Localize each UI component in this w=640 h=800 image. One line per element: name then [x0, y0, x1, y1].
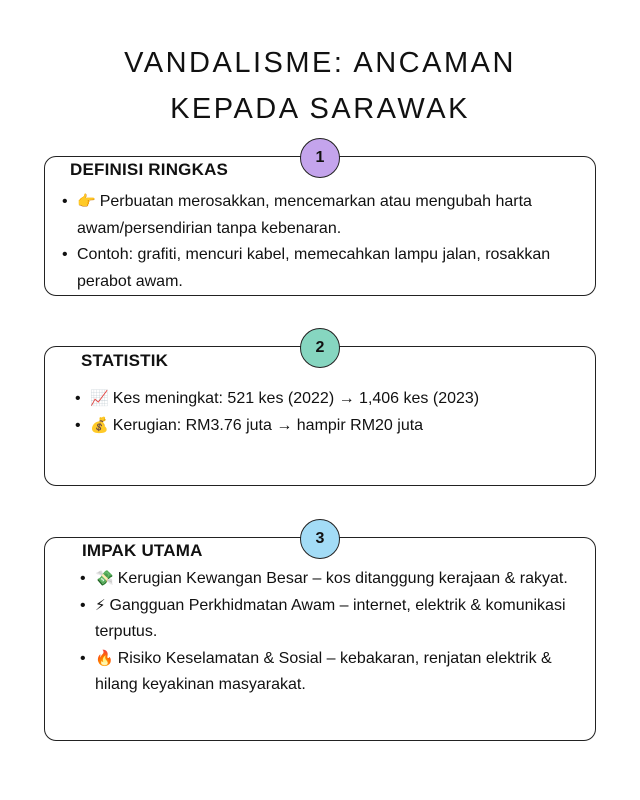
list-item-text: Perbuatan merosakkan, mencemarkan atau mengubah harta awam/persendirian tanpa kebenaran.	[77, 193, 532, 237]
list-item	[75, 413, 575, 440]
list-item-text: Contoh: grafiti, mencuri kabel, memecahkan lampu jalan, rosakkan perabot awam.	[77, 246, 551, 290]
chart-increasing-icon: 📈	[90, 390, 109, 407]
list-item-text: Kes meningkat: 521 kes (2022) → 1,406 kes (2023)	[112, 390, 480, 407]
section-list	[80, 566, 580, 699]
title-line-1: VANDALISME: ANCAMAN	[124, 47, 516, 79]
list-item	[80, 593, 580, 646]
list-item	[62, 242, 584, 295]
list-item	[80, 646, 580, 699]
section-heading: IMPAK UTAMA	[82, 541, 203, 560]
section-list	[62, 189, 584, 295]
fire-icon: 🔥	[95, 649, 114, 667]
page-title	[0, 40, 640, 132]
section-number-badge: 3	[300, 519, 340, 559]
list-item-text: Kerugian: RM3.76 juta → hampir RM20 juta	[112, 416, 424, 434]
section-heading: STATISTIK	[81, 351, 169, 370]
section-heading: DEFINISI RINGKAS	[70, 160, 229, 179]
list-item	[75, 386, 575, 413]
money-bag-icon: 💰	[90, 416, 109, 434]
list-item-text: Kerugian Kewangan Besar – kos ditanggung kerajaan & rakyat.	[117, 570, 568, 587]
section-number-badge: 1	[300, 138, 340, 178]
section-card-statistik	[44, 339, 596, 486]
list-item	[80, 566, 580, 593]
section-card-impak	[44, 530, 596, 741]
section-list	[75, 386, 575, 439]
money-with-wings-icon: 💸	[95, 570, 114, 587]
list-item	[62, 189, 584, 242]
section-card-definisi	[44, 149, 596, 296]
pointing-hand-icon: 👉	[77, 193, 96, 210]
title-line-2: KEPADA SARAWAK	[170, 93, 470, 125]
list-item-text: Gangguan Perkhidmatan Awam – internet, elektrik & komunikasi terputus.	[95, 596, 566, 640]
section-number-badge: 2	[300, 328, 340, 368]
lightning-icon: ⚡	[95, 596, 106, 614]
list-item-text: Risiko Keselamatan & Sosial – kebakaran, renjatan elektrik & hilang keyakinan masyarakat.	[95, 649, 552, 693]
